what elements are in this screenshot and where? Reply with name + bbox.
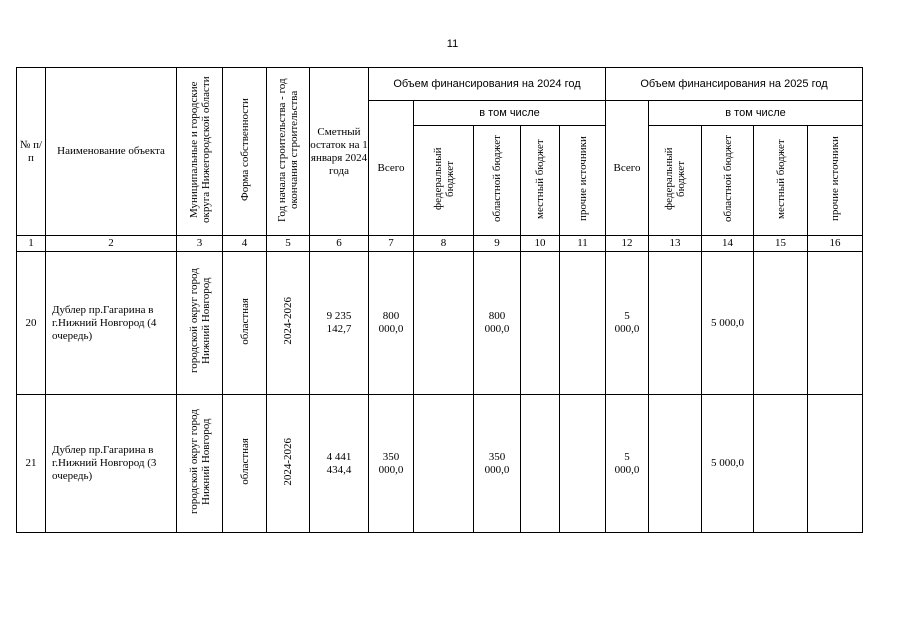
row-total-2024: 800 000,0 xyxy=(369,252,414,395)
row-federal-2025 xyxy=(649,395,702,533)
row-years: 2024-2026 xyxy=(267,395,310,533)
row-ownership: областная xyxy=(223,395,267,533)
header-total-2024: Всего xyxy=(369,101,414,236)
header-local-2025: местный бюджет xyxy=(754,126,808,236)
column-number-row xyxy=(17,236,863,252)
row-years: 2024-2026 xyxy=(267,252,310,395)
row-other-2024 xyxy=(560,395,606,533)
header-row-1 xyxy=(17,68,863,101)
row-total-2024: 350 000,0 xyxy=(369,395,414,533)
column-number: 12 xyxy=(606,236,649,252)
column-number: 5 xyxy=(267,236,310,252)
column-number: 1 xyxy=(17,236,46,252)
row-local-2025 xyxy=(754,252,808,395)
header-regional-2025: областной бюджет xyxy=(702,126,754,236)
table-row xyxy=(17,395,863,533)
row-total-2025: 5 000,0 xyxy=(606,395,649,533)
row-num: 21 xyxy=(17,395,46,533)
row-regional-2025: 5 000,0 xyxy=(702,252,754,395)
financing-table xyxy=(16,67,863,533)
row-remaining-cost: 9 235 142,7 xyxy=(310,252,369,395)
column-number: 16 xyxy=(808,236,863,252)
header-other-2024: прочие источники xyxy=(560,126,606,236)
row-remaining-cost: 4 441 434,4 xyxy=(310,395,369,533)
column-number: 9 xyxy=(474,236,521,252)
header-local-2024: местный бюджет xyxy=(521,126,560,236)
row-local-2024 xyxy=(521,252,560,395)
header-other-2025: прочие источники xyxy=(808,126,863,236)
row-regional-2025: 5 000,0 xyxy=(702,395,754,533)
column-number: 8 xyxy=(414,236,474,252)
row-federal-2024 xyxy=(414,252,474,395)
column-number: 10 xyxy=(521,236,560,252)
row-federal-2025 xyxy=(649,252,702,395)
header-ownership: Форма собственности xyxy=(223,68,267,236)
header-remaining-cost: Сметный остаток на 1 января 2024 года xyxy=(310,68,369,236)
row-total-2025: 5 000,0 xyxy=(606,252,649,395)
row-object-name: Дублер пр.Гагарина в г.Нижний Новгород (3 очередь) xyxy=(46,395,177,533)
row-federal-2024 xyxy=(414,395,474,533)
header-regional-2024: областной бюджет xyxy=(474,126,521,236)
column-number: 11 xyxy=(560,236,606,252)
row-ownership: областная xyxy=(223,252,267,395)
table-row xyxy=(17,252,863,395)
column-number: 13 xyxy=(649,236,702,252)
row-other-2025 xyxy=(808,252,863,395)
column-number: 7 xyxy=(369,236,414,252)
header-federal-2025: федеральный бюджет xyxy=(649,126,702,236)
column-number: 15 xyxy=(754,236,808,252)
column-number: 2 xyxy=(46,236,177,252)
page-number: 11 xyxy=(446,38,459,50)
row-other-2025 xyxy=(808,395,863,533)
header-municipality: Муниципальные и городские округа Нижегородской области xyxy=(177,68,223,236)
row-num: 20 xyxy=(17,252,46,395)
header-including-2025: в том числе xyxy=(649,101,863,126)
row-local-2024 xyxy=(521,395,560,533)
row-other-2024 xyxy=(560,252,606,395)
header-federal-2024: федеральный бюджет xyxy=(414,126,474,236)
header-funding-2025: Объем финансирования на 2025 год xyxy=(606,68,863,101)
column-number: 4 xyxy=(223,236,267,252)
header-total-2025: Всего xyxy=(606,101,649,236)
row-municipality: городской округ город Нижний Новгород xyxy=(177,252,223,395)
header-funding-2024: Объем финансирования на 2024 год xyxy=(369,68,606,101)
header-name: Наименование объекта xyxy=(46,68,177,236)
header-num: № п/п xyxy=(17,68,46,236)
column-number: 14 xyxy=(702,236,754,252)
row-object-name: Дублер пр.Гагарина в г.Нижний Новгород (4 очередь) xyxy=(46,252,177,395)
row-regional-2024: 800 000,0 xyxy=(474,252,521,395)
column-number: 6 xyxy=(310,236,369,252)
row-municipality: городской округ город Нижний Новгород xyxy=(177,395,223,533)
row-regional-2024: 350 000,0 xyxy=(474,395,521,533)
header-including-2024: в том числе xyxy=(414,101,606,126)
column-number: 3 xyxy=(177,236,223,252)
header-years: Год начала строительства - год окончания строительства xyxy=(267,68,310,236)
row-local-2025 xyxy=(754,395,808,533)
